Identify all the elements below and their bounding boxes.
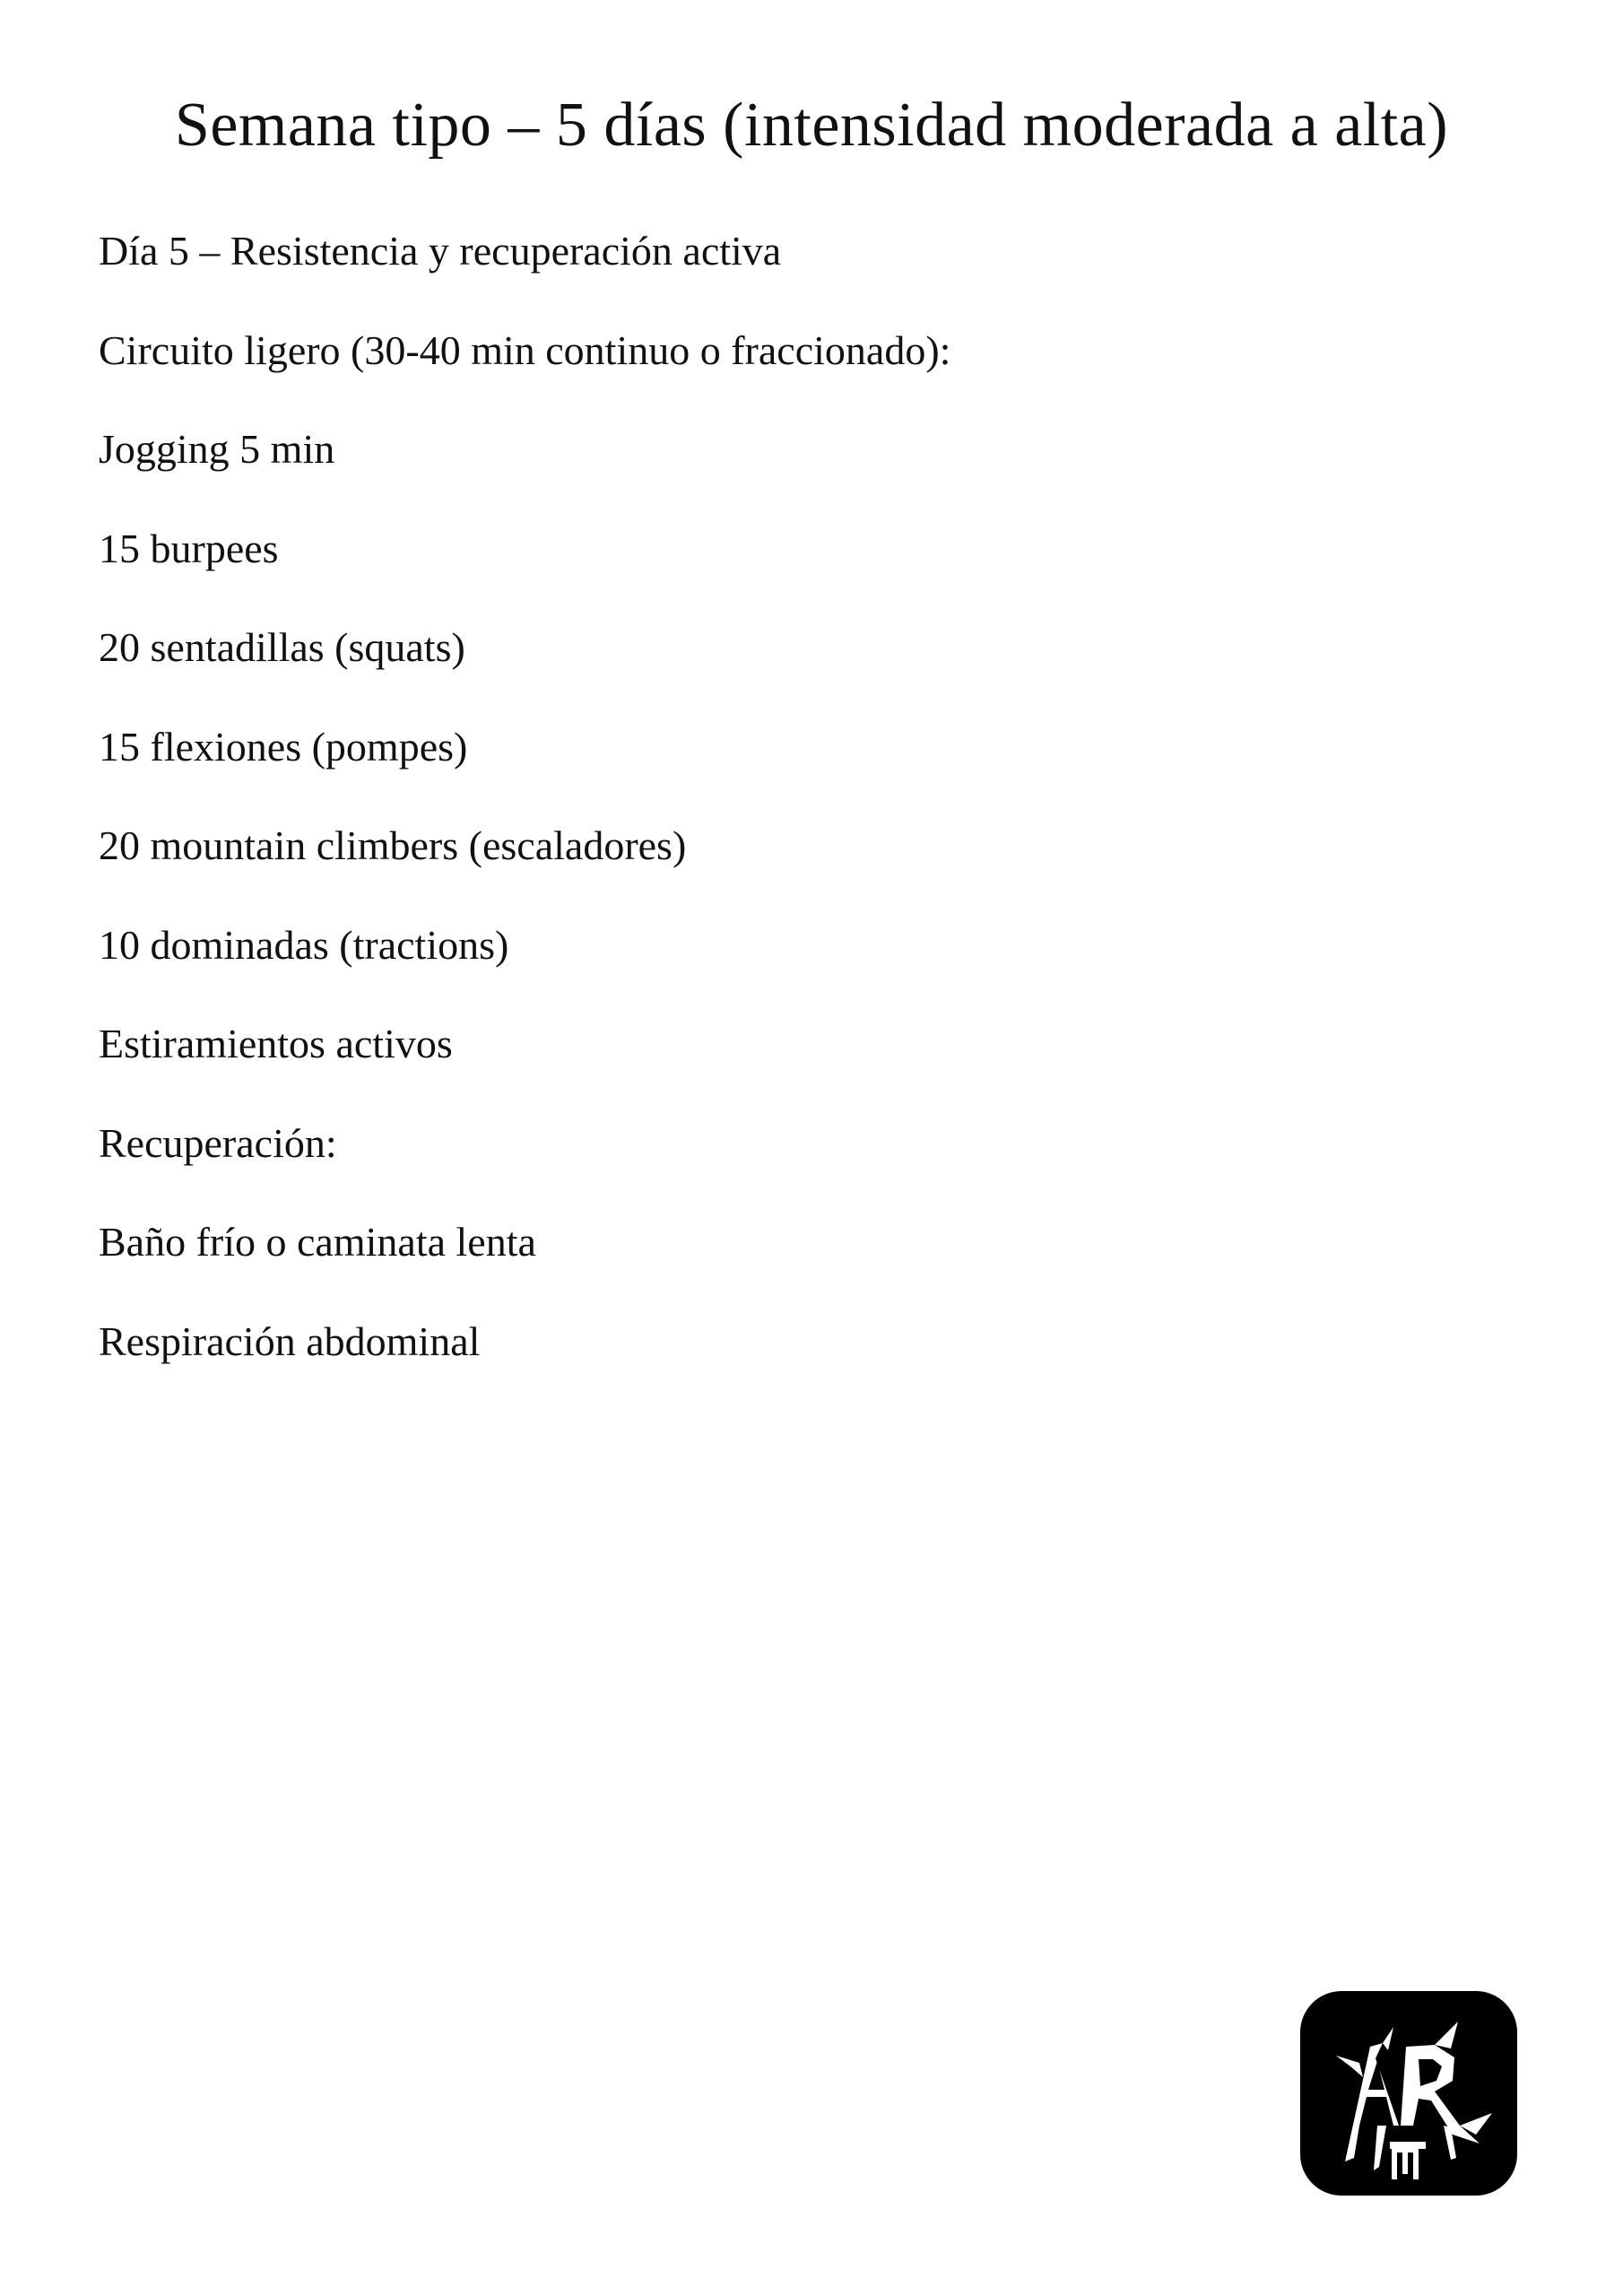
ar-monogram-logo-icon <box>1300 1991 1517 2196</box>
list-item: Estiramientos activos <box>99 1021 453 1066</box>
list-item: Respiración abdominal <box>99 1318 481 1364</box>
day-heading: Día 5 – Resistencia y recuperación activa <box>99 228 782 274</box>
list-item: 15 flexiones (pompes) <box>99 723 468 770</box>
list-item: Jogging 5 min <box>99 426 335 472</box>
recovery-heading: Recuperación: <box>99 1119 337 1166</box>
list-item: 20 sentadillas (squats) <box>99 624 465 670</box>
list-item: 10 dominadas (tractions) <box>99 921 509 968</box>
exercise-list <box>99 224 950 1413</box>
page-title: Semana tipo – 5 días (intensidad moderada a alta) <box>174 91 1449 160</box>
circuit-heading: Circuito ligero (30-40 min continuo o fraccionado): <box>99 326 951 373</box>
list-item: Baño frío o caminata lenta <box>99 1219 536 1265</box>
list-item: 15 burpees <box>99 525 279 571</box>
list-item: 20 mountain climbers (escaladores) <box>99 822 687 868</box>
